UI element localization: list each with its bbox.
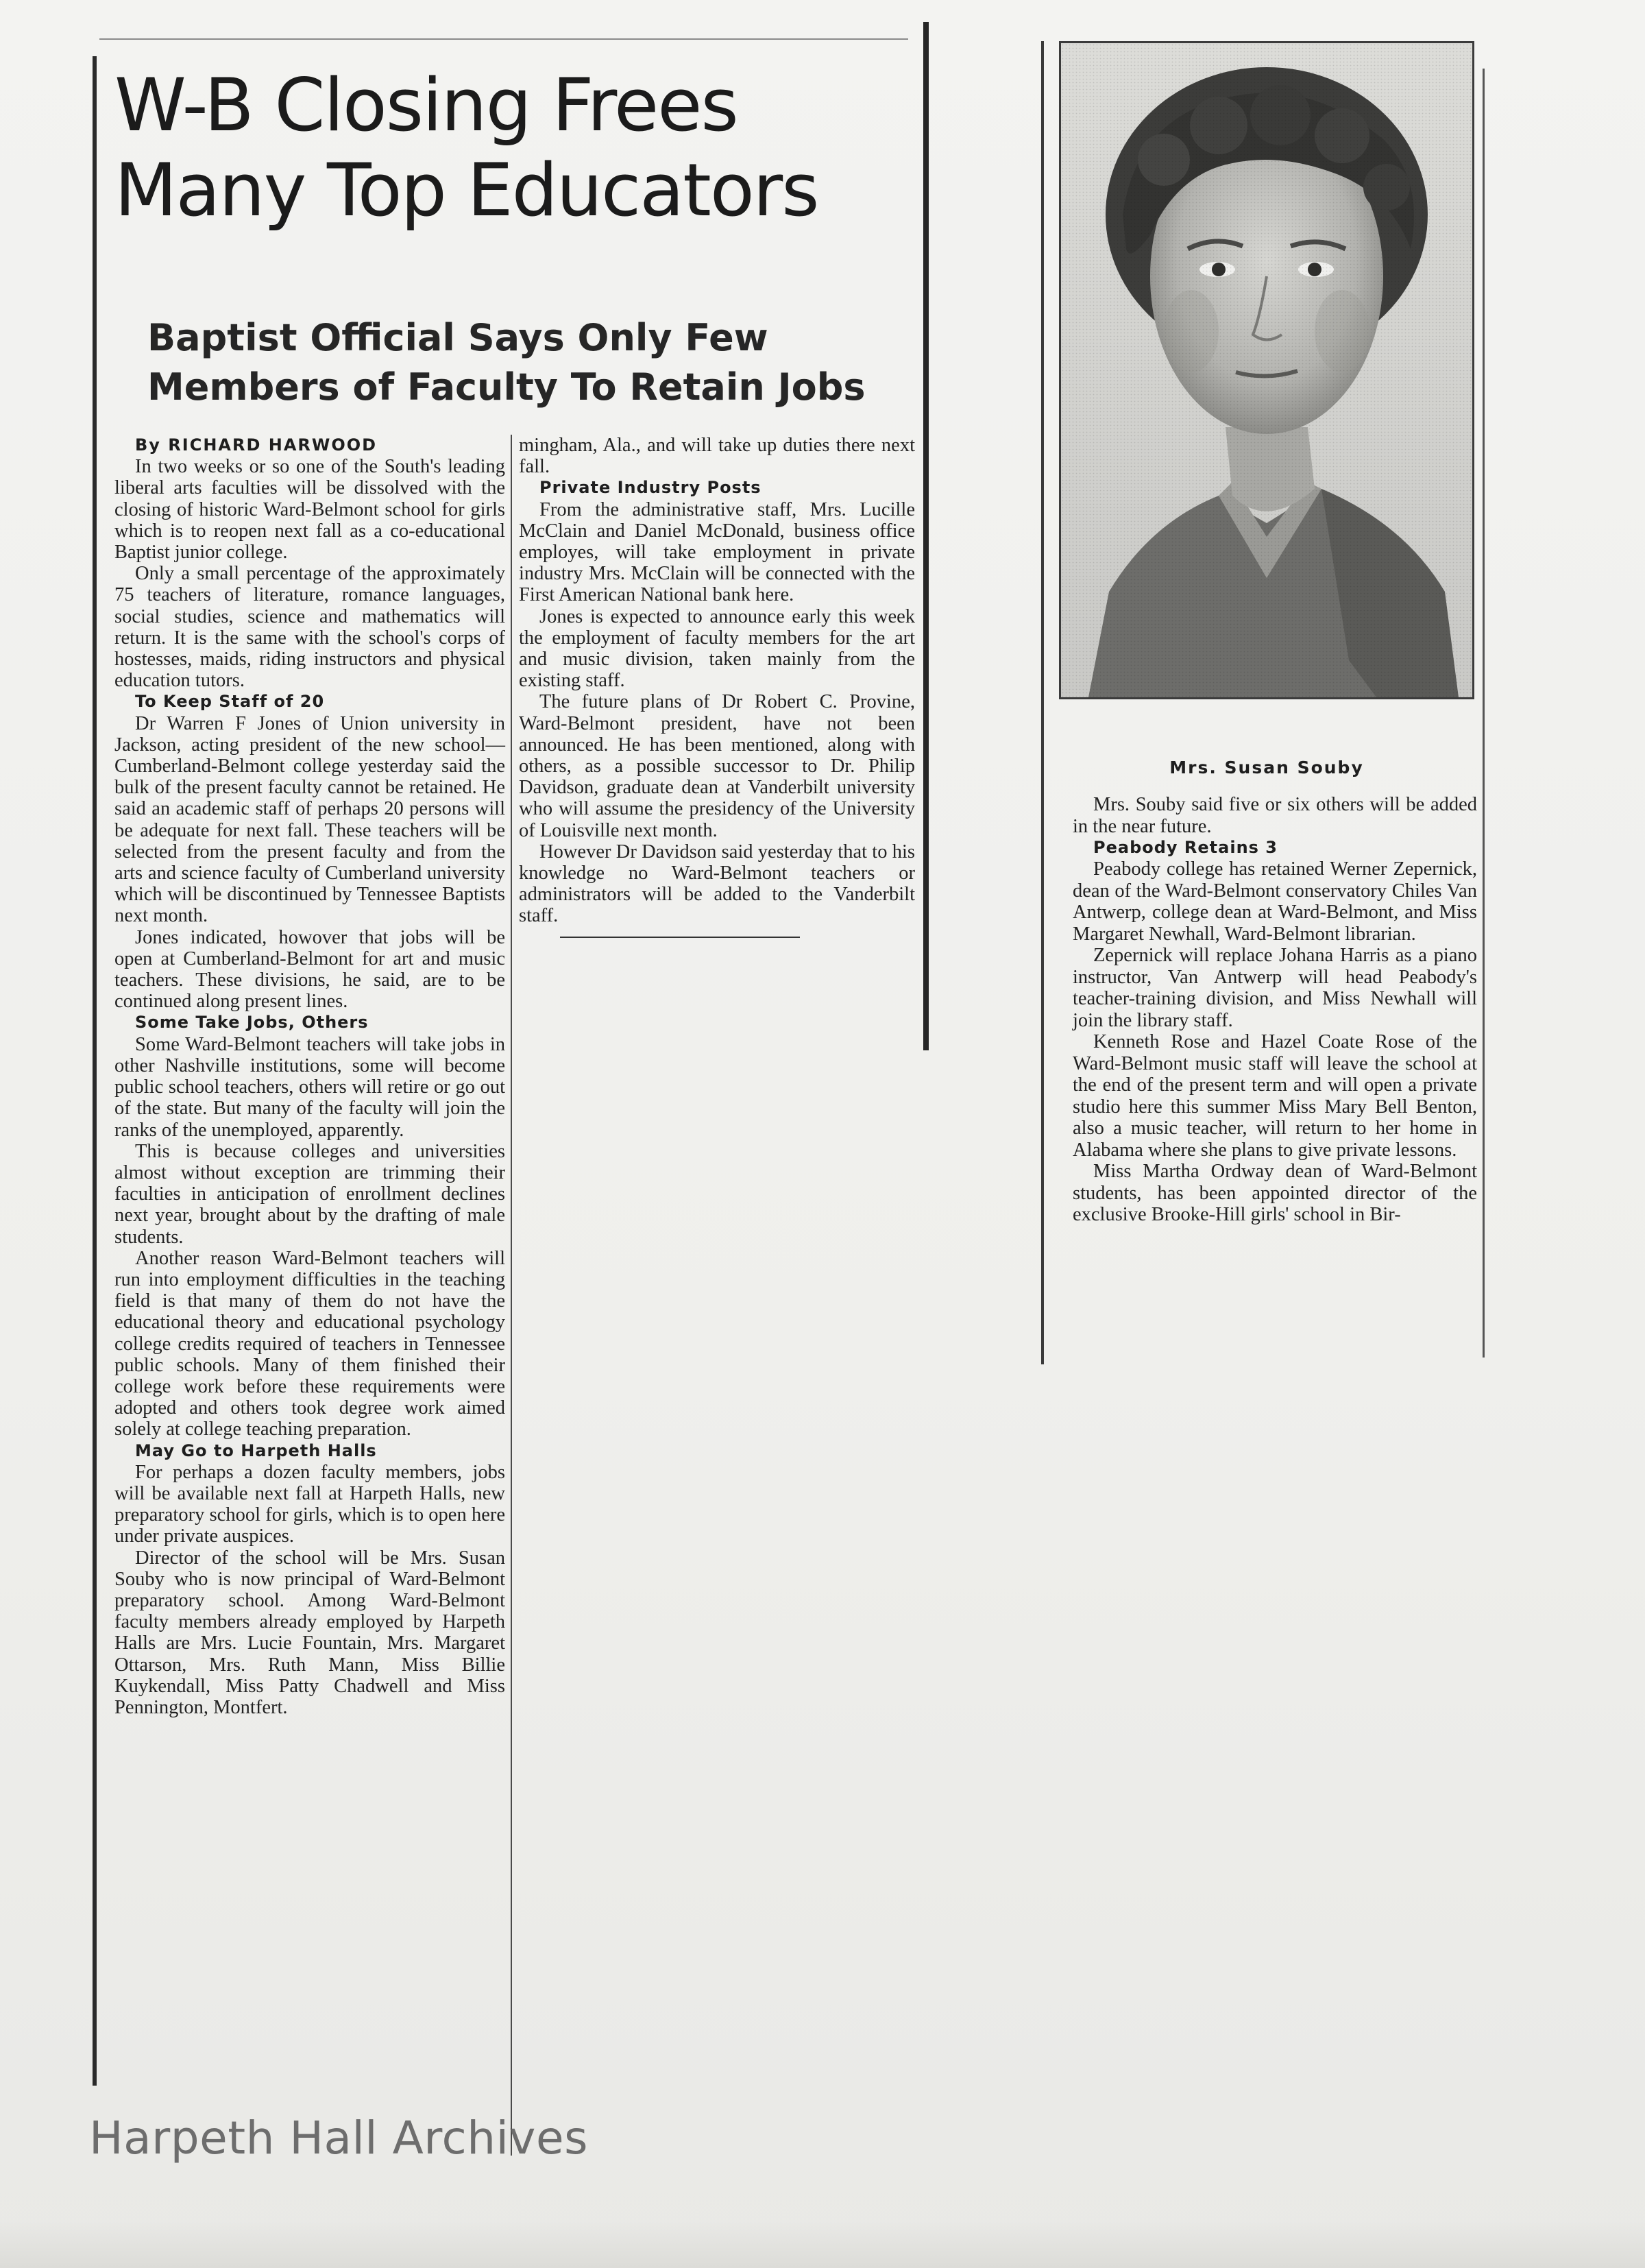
headline-line-2: Many Top Educators [114,148,818,232]
article-paragraph: Director of the school will be Mrs. Susan Souby who is now principal of Ward-Belmont preparatory school. Among Ward-Belmont faculty members already employed by Harpeth Halls are Mrs. Lucie Fountain, Mrs. Margaret Ottarson, Mrs. Ruth Mann, Miss Billie Kuykendall, Miss Patty Chadwell and Miss Pennington, Montfert. [114,1547,505,1718]
article-paragraph: In two weeks or so one of the South's leading liberal arts faculties will be dissolved with the closing of historic Ward-Belmont school for girls which is to reopen next fall as a co-educational Baptist junior college. [114,456,505,564]
article-paragraph: The future plans of Dr Robert C. Provine, Ward-Belmont president, have not been announced. He has been mentioned, along with others, as a possible successor to Dr. Philip Davidson, graduate dean at Vanderbilt university who will assume the presidency of the University of Louisville next month. [519,691,915,841]
photo-clipping [1059,41,1498,1364]
article-paragraph: mingham, Ala., and will take up duties there next fall. [519,435,915,478]
article-clipping [93,36,922,2113]
scan-edge [0,2220,1645,2268]
column-rule-right [923,22,929,1050]
article-column-2 [519,435,915,938]
deck-line-1: Baptist Official Says Only Few [147,316,768,359]
article-column-3 [1073,794,1477,1226]
article-column-1 [114,435,505,1718]
subheadline [147,313,915,412]
article-paragraph: Peabody college has retained Werner Zepernick, dean of the Ward-Belmont conservatory Chiles Van Antwerp, college dean at Ward-Belmont, and Miss Margaret Newhall, Ward-Belmont librarian. [1073,858,1477,945]
column-divider [511,435,512,2156]
article-paragraph: Some Ward-Belmont teachers will take jobs in other Nashville institutions, some will become public school teachers, others will retire or go out of the state. But many of the faculty will join the ranks of the unemployed, apparently. [114,1033,505,1141]
article-paragraph: Miss Martha Ordway dean of Ward-Belmont students, has been appointed director of the exclusive Brooke-Hill girls' school in Bir- [1073,1161,1477,1226]
section-subhead: To Keep Staff of 20 [135,692,325,712]
byline: By RICHARD HARWOOD [135,435,378,455]
section-subhead: May Go to Harpeth Halls [135,1440,377,1460]
article-end-rule [560,937,800,938]
headline [114,63,910,233]
article-paragraph: Another reason Ward-Belmont teachers will run into employment difficulties in the teaching field is that many of them do not have the educational theory and educational psychology college credits required of teachers in Tennessee public schools. Many of them finished their college work before these requirements were adopted and others took degree work aimed solely at college teaching preparation. [114,1247,505,1440]
article-paragraph: Zepernick will replace Johana Harris as a piano instructor, Van Antwerp will head Peabody's teacher-training division, and Miss Newhall will join the library staff. [1073,945,1477,1031]
article-paragraph: Kenneth Rose and Hazel Coate Rose of the Ward-Belmont music staff will leave the school at the end of the present term and will open a private studio here this summer Miss Mary Bell Benton, also a music teacher, will return to her home in Alabama where she plans to give private lessons. [1073,1031,1477,1161]
section-subhead: Peabody Retains 3 [1093,838,1278,857]
article-paragraph: However Dr Davidson said yesterday that to his knowledge no Ward-Belmont teachers or administrators will be added to the Vanderbilt staff. [519,841,915,927]
archive-watermark: Harpeth Hall Archives [89,2112,588,2164]
section-subhead: Private Industry Posts [539,478,761,498]
photo-caption: Mrs. Susan Souby [1169,758,1364,777]
article-paragraph: Mrs. Souby said five or six others will be added in the near future. [1073,794,1477,837]
portrait-photo [1059,41,1474,699]
column-rule-left [93,56,97,2086]
photo-rule-right [1483,69,1485,1358]
deck-line-2: Members of Faculty To Retain Jobs [147,365,866,409]
section-subhead: Some Take Jobs, Others [135,1013,369,1033]
article-paragraph: Dr Warren F Jones of Union university in Jackson, acting president of the new school—Cumberland-Belmont college yesterday said the bulk of the present faculty cannot be retained. He said an academic staff of perhaps 20 persons will be adequate for next fall. These teachers will be selected from the present faculty and from the arts and science faculty of Cumberland university which will be discontinued by Tennessee Baptists next month. [114,712,505,927]
portrait-image [1061,43,1472,697]
clipping-top-edge [99,38,908,40]
photo-rule-left [1041,41,1044,1364]
article-paragraph: Only a small percentage of the approximately 75 teachers of literature, romance languages, social studies, science and mathematics will return. It is the same with the school's corps of hostesses, maids, riding instructors and physical education tutors. [114,563,505,692]
article-paragraph: For perhaps a dozen faculty members, jobs will be available next fall at Harpeth Halls, new preparatory school for girls, which is to open here under private auspices. [114,1461,505,1547]
article-paragraph: Jones is expected to announce early this week the employment of faculty members for the art and music division, taken mainly from the existing staff. [519,605,915,692]
article-paragraph: From the administrative staff, Mrs. Lucille McClain and Daniel McDonald, business office employes, will take employment in private industry Mrs. McClain will be connected with the First American National bank here. [519,498,915,606]
headline-line-1: W-B Closing Frees [114,63,738,147]
article-paragraph: This is because colleges and universities almost without exception are trimming their faculties in anticipation of enrollment declines next year, brought about by the drafting of male students. [114,1140,505,1248]
article-paragraph: Jones indicated, howover that jobs will be open at Cumberland-Belmont for art and music teachers. These divisions, he said, are to be continued along present lines. [114,926,505,1013]
